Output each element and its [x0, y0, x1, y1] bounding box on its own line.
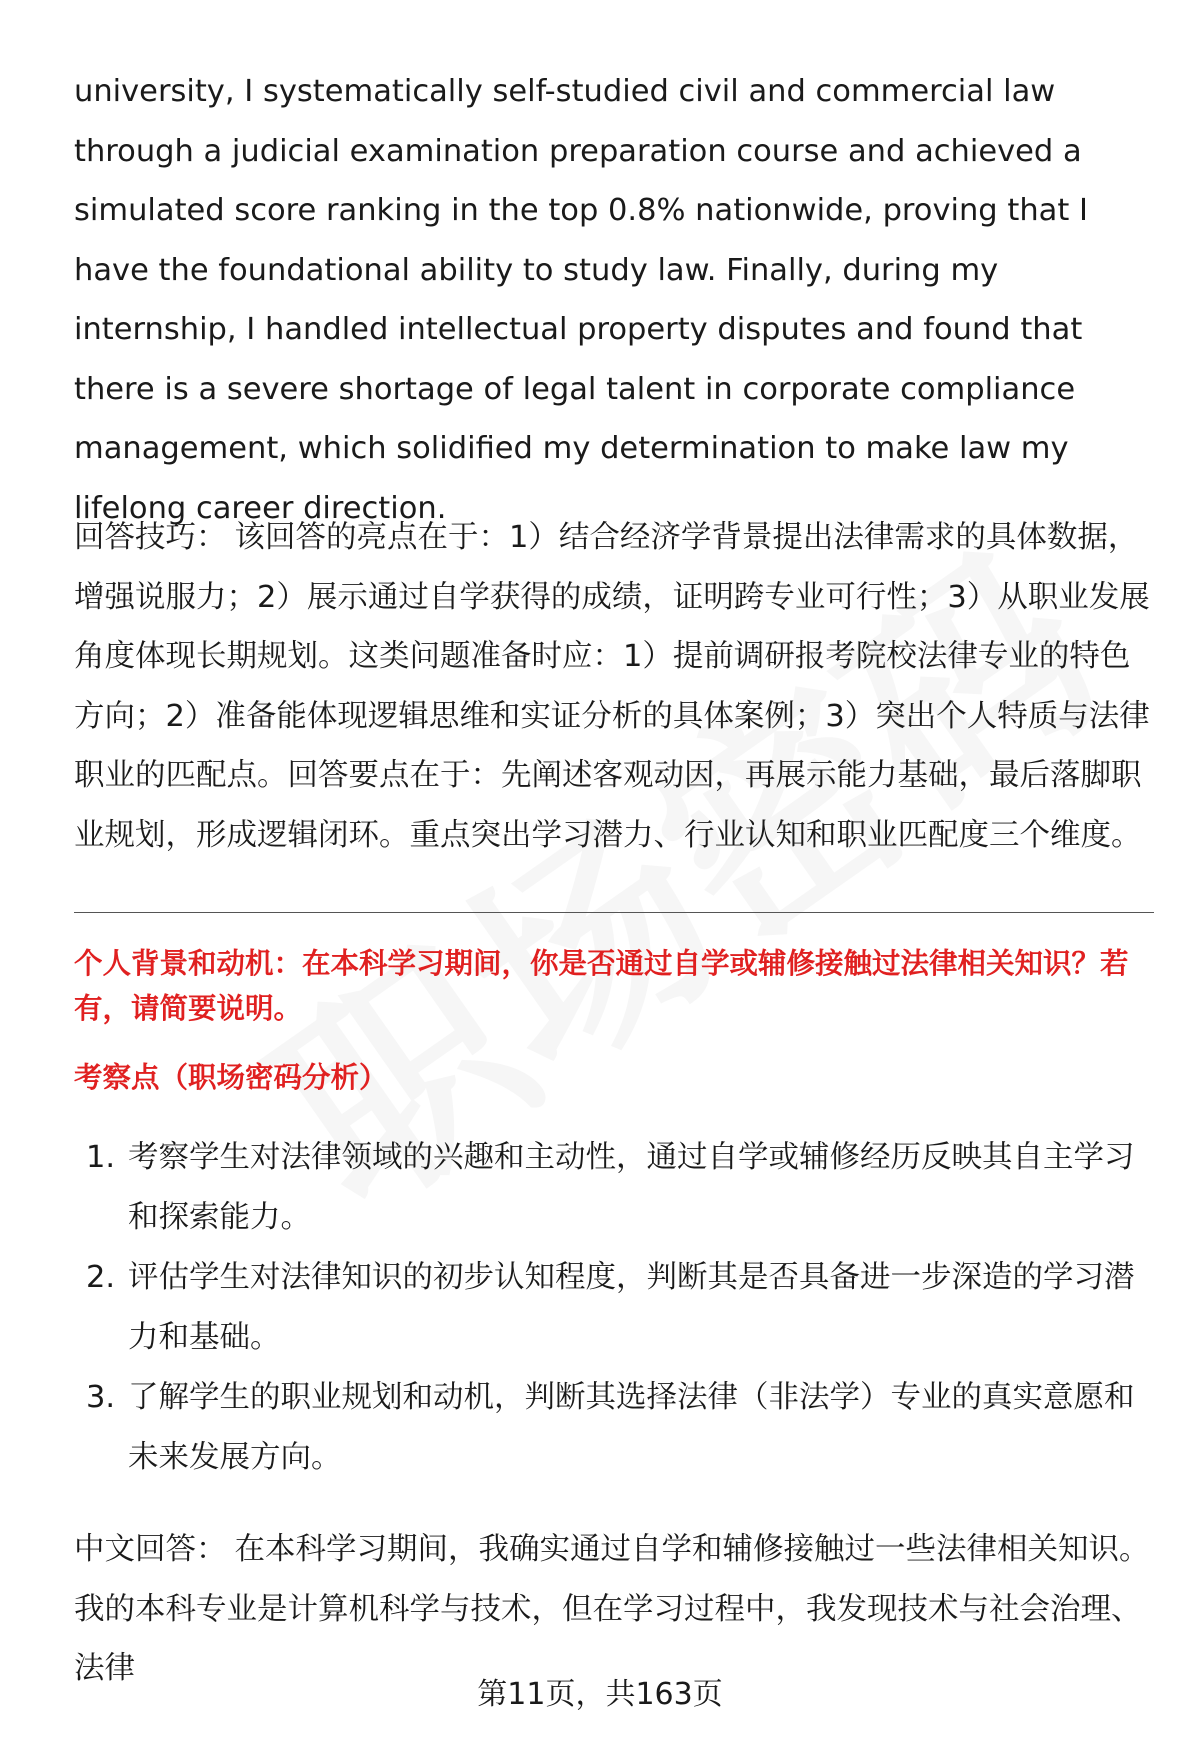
- list-item-text: 评估学生对法律知识的初步认知程度，判断其是否具备进一步深造的学习潜力和基础。: [128, 1260, 1135, 1355]
- answer-text: 在本科学习期间，我确实通过自学和辅修接触过一些法律相关知识。我的本科专业是计算机科学与技术，但在学习过程中，我发现技术与社会治理、法律: [74, 1532, 1150, 1686]
- tips-label: 回答技巧：: [74, 520, 227, 555]
- list-item-number: 2.: [86, 1260, 116, 1295]
- question-heading: 个人背景和动机：在本科学习期间，你是否通过自学或辅修接触过法律相关知识？若有，请简要说明。: [74, 947, 1129, 1025]
- section-divider: [74, 912, 1154, 913]
- list-item-text: 了解学生的职业规划和动机，判断其选择法律（非法学）专业的真实意愿和未来发展方向。: [128, 1380, 1135, 1475]
- list-item-number: 3.: [86, 1380, 116, 1415]
- answer-label: 中文回答：: [74, 1532, 227, 1567]
- chinese-answer-paragraph: [74, 1520, 1154, 1699]
- page-indicator: 第11页，共163页: [477, 1677, 723, 1712]
- answer-tips-paragraph: [74, 508, 1154, 865]
- list-item: [74, 1248, 1154, 1368]
- analysis-heading: 考察点（职场密码分析）: [74, 1061, 388, 1094]
- english-answer-paragraph: university, I systematically self-studied civil and commercial law through a judicial examination preparation course and achieved a simulated score ranking in the top 0.8% nationwide, proving that I have the foundational ability to study law. Finally, during my internship, I handled intellectual property disputes and found that there is a severe shortage of legal talent in corporate compliance management, which solidified my determination to make law my lifelong career direction.: [74, 74, 1088, 526]
- analysis-points-list: [74, 1128, 1154, 1488]
- list-item: [74, 1128, 1154, 1248]
- list-item-number: 1.: [86, 1140, 116, 1175]
- tips-text: 该回答的亮点在于：1）结合经济学背景提出法律需求的具体数据，增强说服力；2）展示通过自学获得的成绩，证明跨专业可行性；3）从职业发展角度体现长期规划。这类问题准备时应：1）提前调研报考院校法律专业的特色方向；2）准备能体现逻辑思维和实证分析的具体案例；3）突出个人特质与法律职业的匹配点。回答要点在于：先阐述客观动因，再展示能力基础，最后落脚职业规划，形成逻辑闭环。重点突出学习潜力、行业认知和职业匹配度三个维度。: [74, 520, 1150, 853]
- list-item-text: 考察学生对法律领域的兴趣和主动性，通过自学或辅修经历反映其自主学习和探索能力。: [128, 1140, 1135, 1235]
- list-item: [74, 1368, 1154, 1488]
